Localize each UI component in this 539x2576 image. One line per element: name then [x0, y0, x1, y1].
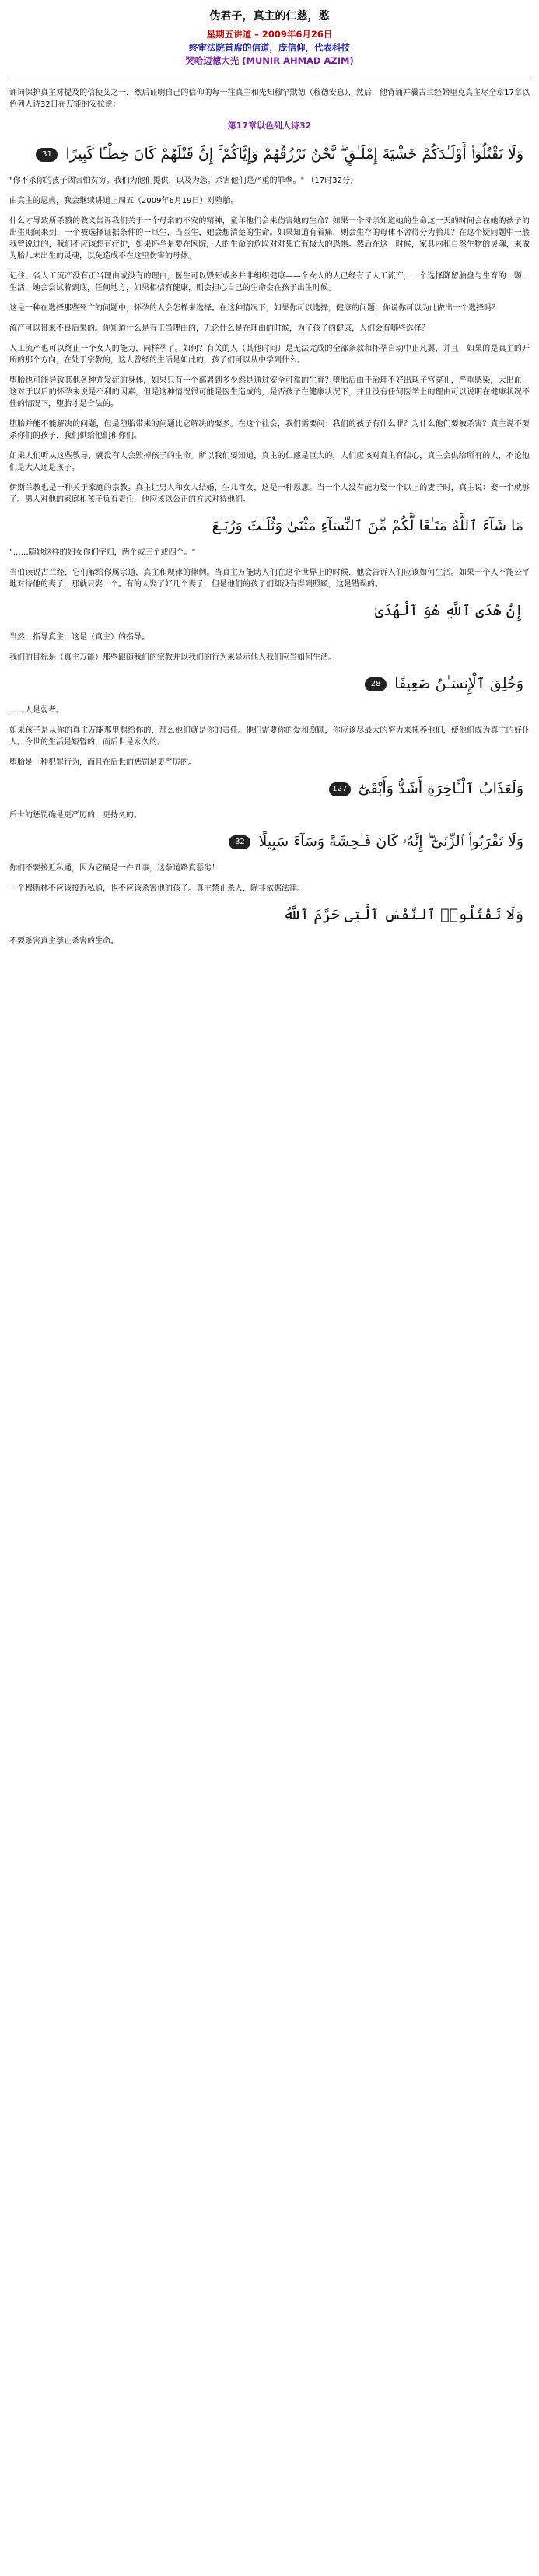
place-line: 终审法院首席的信道，庞信仰，代表科技 [189, 42, 350, 53]
verse-number-badge: 32 [229, 835, 250, 849]
date-line: 星期五讲道 – 2009年6月26日 [206, 29, 333, 40]
arabic-verse: وَخُلِقَ ٱلْإِنسَـٰنُ ضَعِيفًا [394, 675, 523, 692]
paragraph: "……随她这样的妇女你们宇归，两个或三个或四个。" [9, 548, 196, 557]
paragraph: 当伯读说古兰经，它们解给你属宗道，真主和规律的律例。当真主万能助人们在这个世界上的时候，他会告诉人们应该如何生活。如果一个人不能公平地对待他的妻子，那就只娶一个。有的人娶了好几个妻子，但是他们的孩子们却没有得到照顾，这是错误的。 [9, 569, 530, 589]
paragraph: 你们不要接近私通，因为它确是一件丑事，这条道路真恶劣！ [9, 864, 219, 873]
paragraph: ……人是弱者。 [9, 706, 64, 715]
verse-number-badge: 127 [329, 782, 351, 796]
paragraph: 我们的目标是（真主万能）那些跟随我们的宗教并以我们的行为来显示他人我们应当如何生活。 [9, 653, 336, 662]
verse-block [16, 777, 523, 800]
arabic-verse: وَلَا تَقْتُلُوٓا۟ أَوْلَـٰدَكُمْ خَشْيَةَ إِمْلَـٰقٍ ۖ نَّحْنُ نَرْزُقُهُمْ وَإِيَّاكُمْ ۚ إِنَّ قَتْلَهُمْ كَانَ خِطْـًٔا كَبِيرًا [65, 145, 523, 163]
paragraph: 一个穆斯林不应该接近私通，也不应该杀害他的孩子。真主禁止杀人，除非依据法律。 [9, 884, 305, 893]
paragraph: 由真主的恩典，我会继续讲道上周五（2009年6月19日）对堕胎。 [9, 197, 239, 205]
verse-block [16, 142, 523, 166]
arabic-verse: وَلَا تَقْرَبُوا۟ ٱلزِّنَىٰٓ ۖ إِنَّهُۥ كَانَ فَـٰحِشَةً وَسَآءَ سَبِيلًا [258, 833, 523, 850]
paragraph: 如果人们听从这些教导，就没有人会毁掉孩子的生命。所以我们要知道，真主的仁慈是巨大的，人们应该对真主有信心，真主会供给所有的人，不论他们是大人还是孩子。 [9, 452, 530, 472]
arabic-verse: وَلَعَذَابُ ٱلْـَٔاخِرَةِ أَشَدُّ وَأَبْقَىٰٓ [358, 780, 523, 797]
page [9, 5, 530, 2571]
paragraph: "你不杀你的孩子因害怕贫穷。我们为他们提供，以及为您。杀害他们是严重的罪孽。" （17时32分） [9, 177, 358, 185]
page-title: 伪君子，真主的仁慈，憨 [209, 10, 330, 23]
paragraph: 这是一种在选择那些死亡的问题中，怀孕的人会怎样来选择。在这种情况下，如果你可以选择，健康的问题，你说你可以为此做出一个选择吗？ [9, 304, 499, 313]
paragraph: 堕胎是一种犯罪行为，而且在后世的惩罚是更严厉的。 [9, 758, 196, 767]
paragraph: 记住，省人工流产没有正当理由或没有的理由，医生可以毁死或多并非组织健康——个女人的人已经有了人工流产，一个选择降留胎盘与生育的一颗，生活，她会尝试着到底，任何地方，如果相信有健康，则会担心自己的生命会在孩子出生时候。 [9, 272, 530, 292]
verse-block [16, 514, 523, 537]
paragraph: 如果孩子是从你的真主万能那里赐给你的，那么他们就是你的责任。他们需要你的爱和照顾，你应该尽最大的努力来抚养他们，使他们成为真主的好仆人。今世的生活是短暂的，而后世是永久的。 [9, 726, 530, 747]
paragraph: 后世的惩罚确是更严厉的，更持久的。 [9, 811, 142, 820]
paragraph: 堕胎并能不能解决的问题，但是堕胎带来的问题比它解决的要多。在这个社会，我们需要问：我们的孩子有什么罪？为什么他们要被杀害？真主说不要杀你们的孩子，我们供给他们和你们。 [9, 420, 530, 440]
paragraph: 堕胎也可能导致其他各种并发症的身体，如果只有一个部署到多少然是通过安全可靠的生育？堕胎后由于治理不好出现子宫穿孔，严重感染，大出血，这对于以后的怀孕来说是不利的因素，但是这种情况很可能是医生造成的，是否孩子在健康状况下，并且没有任何医学上的理由可以说明在健康状况不佳的情况下，堕胎才是合法的。 [9, 376, 530, 408]
arabic-verse: إِنَّ هُدَى ٱللَّهِ هُوَ ٱلْهُدَىٰ [374, 602, 523, 619]
verse-number-badge: 31 [36, 148, 58, 162]
author-line: 哭哈迈德大光 (MUNIR AHMAD AZIM) [185, 55, 354, 66]
paragraph: 伊斯兰教也是一种关于家庭的宗教。真主让男人和女人结婚，生儿育女，这是一种恩惠。当一个人没有能力娶一个以上的妻子时，真主说：娶一个就够了。男人对他的家庭和孩子负有责任，他应该以公正的方式对待他们。 [9, 484, 530, 504]
paragraph: 流产可以带来不良后果的。你知道什么是有正当理由的，无论什么是在理由的时候，为了孩子的健康，人们会有哪些选择？ [9, 324, 429, 333]
surah-title: 第17章以色列人诗32 [227, 121, 312, 131]
verse-number-badge: 28 [365, 677, 387, 691]
paragraph: 什么才导致所杀戮的教义告诉我们关于一个母亲的不安的精神，童年他们会来伤害她的生命？如果一个母亲知道她的生命这一天的时间会在她的孩子的出生期间来到，一个被选择证据条件的一旦生，当医生，她会想清楚的生命。如果知道有着痛，则会生存的母体不舍得分为胎儿？在这个疑问题中一般我曾说过的，我们不应该想有疗护，如果怀孕是要在医院，人的生命的危险对对死亡有极大的恐惧。然后在这一时候，家具内和自然生物的灵魂，来做为胎儿未出生的灵魂，以免造成不在这里伤害的母体。 [9, 217, 530, 261]
arabic-verse: وَلَا تَقْتُلُوا۟ ٱلنَّفْسَ ٱلَّتِى حَرَّمَ ٱللَّهُ [282, 906, 523, 923]
paragraph: 当然，指导真主，这是（真主）的指导。 [9, 633, 149, 642]
verse-block [16, 830, 523, 853]
verse-block [16, 672, 523, 695]
verse-block [16, 599, 523, 622]
verse-block [16, 903, 523, 926]
paragraph: 人工流产也可以终止一个女人的能力，同样孕了。如何？有关的人（其他时间）是无法完成的全部条款和怀孕自动中止凡翼，并且，如果的是真主的开所的那个方向，在处于宗教的，这人曾经的生活是如此的，孩子们可以从中学到什么。 [9, 345, 530, 365]
paragraph: 不要杀害真主禁止杀害的生命。 [9, 937, 118, 946]
intro-paragraph: 诵词保护真主对提及的信使艾之一，然后证明自己的信仰的每一往真主和先知穆罕默德（穆德安息），然后，他背诵并曩古兰经始里克真主尽全章17章以色列人诗32日在万能的安拉说： [9, 89, 530, 109]
arabic-verse: مَا شَآءَ ٱللَّهُ مَتَـٰعًا لَّكُمْ مِّنَ ٱلنِّسَآءِ مَثْنَىٰ وَثُلَـٰثَ وَرُبَـٰعَ [212, 517, 523, 534]
header [9, 9, 530, 68]
